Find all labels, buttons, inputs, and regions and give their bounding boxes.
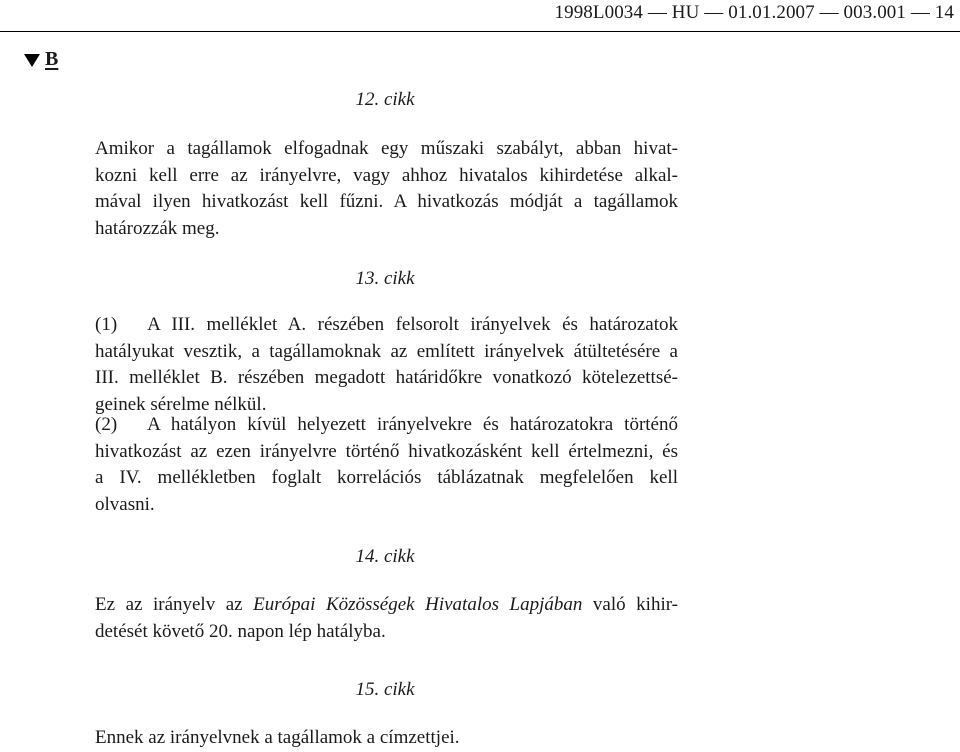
text-fragment: Ez az irányelv az xyxy=(95,594,243,615)
text-line: hivatkozást az ezen irányelvre történő hivatkozásként kell értelmezni, és xyxy=(95,440,678,462)
marker-letter: B xyxy=(45,48,59,70)
text-line xyxy=(95,592,678,619)
article-12-title: 12. cikk xyxy=(355,89,415,110)
article-12-paragraph xyxy=(95,136,678,242)
text-line xyxy=(95,412,678,439)
text-line: detését követő 20. napon lép hatályba. xyxy=(95,620,386,642)
document-reference: 1998L0034 — HU — 01.01.2007 — 003.001 — 14 xyxy=(554,2,954,23)
text-fragment: A hatályon kívül helyezett irányelvekre és határozatokra történő xyxy=(147,414,678,435)
article-15-title: 15. cikk xyxy=(355,679,415,700)
text-line: kozni kell erre az irányelvre, vagy ahhoz hivatalos kihirdetése alkal- xyxy=(95,164,678,186)
text-line: a IV. mellékletben foglalt korrelációs táblázatnak megfelelően kell xyxy=(95,467,678,488)
text-line: III. melléklet B. részében megadott határidőkre vonatkozó kötelezettsé- xyxy=(95,367,678,388)
text-line: olvasni. xyxy=(95,493,155,515)
article-13-paragraph-1 xyxy=(95,312,678,418)
text-line: hatályukat vesztik, a tagállamoknak az említett irányelvek átültetésére a xyxy=(95,340,678,362)
text-line xyxy=(95,312,678,339)
text-fragment: A III. melléklet A. részében felsorolt irányelvek és határozatok xyxy=(147,314,678,335)
text-line: határozzák meg. xyxy=(95,217,220,239)
article-13-title: 13. cikk xyxy=(355,268,415,289)
triangle-down-icon xyxy=(24,54,40,67)
journal-title: Európai Közösségek Hivatalos Lapjában xyxy=(253,594,583,615)
amendment-marker xyxy=(24,48,58,71)
text-line: Amikor a tagállamok elfogadnak egy műszaki szabályt, abban hivat- xyxy=(95,138,678,159)
paragraph-number: (2) xyxy=(95,414,118,435)
paragraph-number: (1) xyxy=(95,314,118,335)
text-line: mával ilyen hivatkozást kell fűzni. A hivatkozás módját a tagállamok xyxy=(95,191,678,212)
text-line: geinek sérelme nélkül. xyxy=(95,393,267,415)
article-14-paragraph xyxy=(95,592,678,645)
text-fragment: való kihir- xyxy=(592,594,678,615)
text-line: Ennek az irányelvnek a tagállamok a címzettjei. xyxy=(95,727,460,748)
article-14-title: 14. cikk xyxy=(355,546,415,567)
page-header xyxy=(0,0,960,32)
article-15-paragraph xyxy=(95,725,678,752)
article-13-paragraph-2 xyxy=(95,412,678,518)
